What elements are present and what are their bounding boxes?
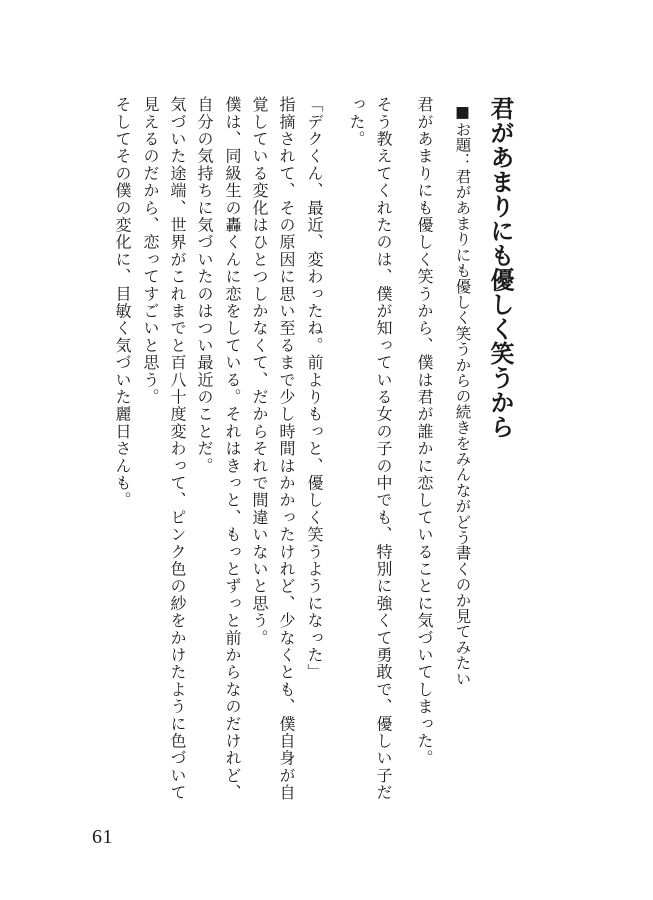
body-line-3: った。 [347, 96, 366, 148]
body-line-6: 覚している変化はひとつしかなくて、だからそれで間違いないと思う。 [250, 96, 269, 647]
prompt-subtitle: ■お題：君があまりにも優しく笑うからの続きをみんながどう書くのか見てみたい [453, 103, 472, 687]
body-line-2: そう教えてくれたのは、僕が知っている女の子の中でも、特別に強くて勇敢で、優しい子だ [374, 96, 393, 802]
body-line-9: 気づいた途端、世界がこれまでと百八十度変わって、ピンク色の紗をかけたように色づいて [168, 96, 187, 802]
body-line-7: 僕は、同級生の轟くんに恋をしている。それはきっと、もっとずっと前からなのだけれど、 [223, 96, 242, 802]
body-line-1: 君があまりにも優しく笑うから、僕は君が誰かに恋していることに気づいてしまった。 [415, 96, 434, 767]
page-number: 61 [92, 826, 113, 848]
body-line-4: 「デクくん、最近、変わったね。前よりもっと、優しく笑うようになった」 [305, 96, 324, 681]
body-line-5: 指摘されて、その原因に思い至るまで少し時間はかかったけれど、少なくとも、僕自身が自 [277, 96, 296, 802]
chapter-title: 君があまりにも優しく笑うから [486, 96, 515, 439]
body-line-10: 見えるのだから、恋ってすごいと思う。 [141, 96, 160, 406]
body-line-8: 自分の気持ちに気づいたのはつい最近のことだ。 [195, 96, 214, 475]
body-line-11: そしてその僕の変化に、目敏く気づいた麗日さんも。 [113, 96, 132, 509]
